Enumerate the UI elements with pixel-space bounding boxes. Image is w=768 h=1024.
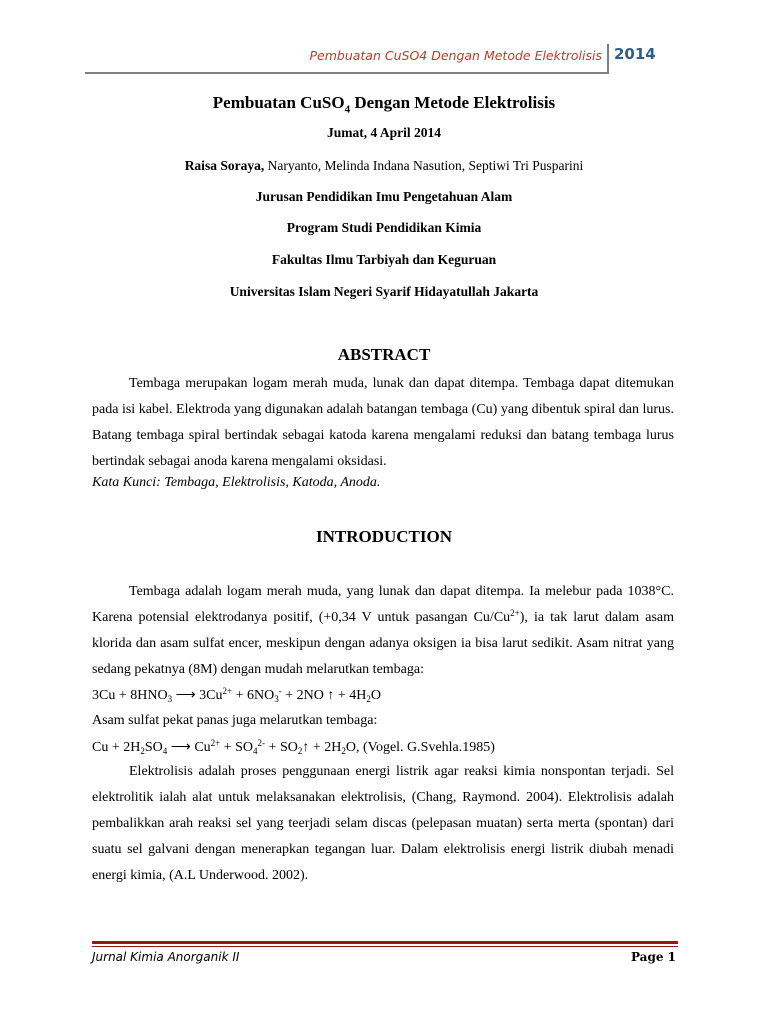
running-title: Pembuatan CuSO4 Dengan Metode Elektrolisis [309,48,602,63]
header-rule [85,72,608,74]
document-title: Pembuatan CuSO$_4$ Dengan Metode Elektrolisis [212,93,556,116]
page-header [0,0,768,80]
authors [0,158,768,174]
co-authors: Naryanto, Melinda Indana Nasution, Septiwi Tri Pusparini [264,158,584,173]
footer-rule-thick [92,941,678,944]
footer-page-number: Page 1 [630,950,676,964]
footer-journal: Jurnal Kimia Anorganik II [92,950,240,964]
lead-author: Raisa Soraya, [184,158,265,173]
intro-paragraph-1: Tembaga adalah logam merah muda, yang lunak dan dapat ditempa. Ia melebur pada 1038°C. Karena potensial elektrodanya positif, (+0,34 V untuk pasangan $Cu/Cu^{2+}$), ia tak larut dalam asam klorida dan asam sulfat encer, meskipun dengan adanya oksigen ia bisa larut sedikit. Asam nitrat yang sedang pekatnya (8M) dengan mudah melarutkan tembaga: [92,584,674,677]
abstract-heading: ABSTRACT [337,345,431,364]
affiliation-university: Universitas Islam Negeri Syarif Hidayatullah Jakarta [229,284,539,299]
intro-paragraph-3: Elektrolisis adalah proses penggunaan energi listrik agar reaksi kimia nonspontan terjadi. Sel elektrolitik ialah alat untuk melaksanakan elektrolisis, (Chang, Raymond. 2004). Elektrolisis adalah pembalikkan arah reaksi sel yang teerjadi selam discas (pelepasan muatan) serta merta (spontan) dari suatu sel galvani dengan menerapkan tegangan luar. Dalam elektrolisis energi listrik diubah menadi energi kimia, (A.L Underwood. 2002). [92,764,674,883]
affiliation-program: Program Studi Pendidikan Kimia [286,220,482,235]
equation-nitric-acid: $3Cu + 8HNO_3$ ⟶ $3Cu^{2+} + 6NO_3^- + 2NO$ ↑ + $4H_2O$ [92,686,381,704]
intro-paragraph-2: Asam sulfat pekat panas juga melarutkan tembaga: [92,713,378,728]
abstract-text: Tembaga merupakan logam merah muda, lunak dan dapat ditempa. Tembaga dapat ditemukan pada isi kabel. Elektroda yang digunakan adalah batangan tembaga (Cu) yang dibentuk spiral dan lurus. Batang tembaga spiral bertindak sebagai katoda karena mengalami reduksi dan batang tembaga lurus bertindak sebagai anoda karena mengalami oksidasi. [92,376,674,469]
keywords: Kata Kunci: Tembaga, Elektrolisis, Katoda, Anoda. [92,475,381,490]
introduction-heading: INTRODUCTION [315,527,453,546]
header-year: 2014 [614,45,656,63]
document-date: Jumat, 4 April 2014 [326,125,441,140]
affiliation-department: Jurusan Pendidikan Imu Pengetahuan Alam [255,189,513,204]
equation-sulfuric-acid: $Cu + 2H_2SO_4$ ⟶ $Cu^{2+} + SO_4^{2-}$ + $SO_2↑ + 2H_2O$, (Vogel. G.Svehla.1985) [92,738,495,756]
footer-rule-thin [92,946,678,947]
affiliation-faculty: Fakultas Ilmu Tarbiyah dan Keguruan [271,252,497,267]
header-divider [607,44,609,74]
